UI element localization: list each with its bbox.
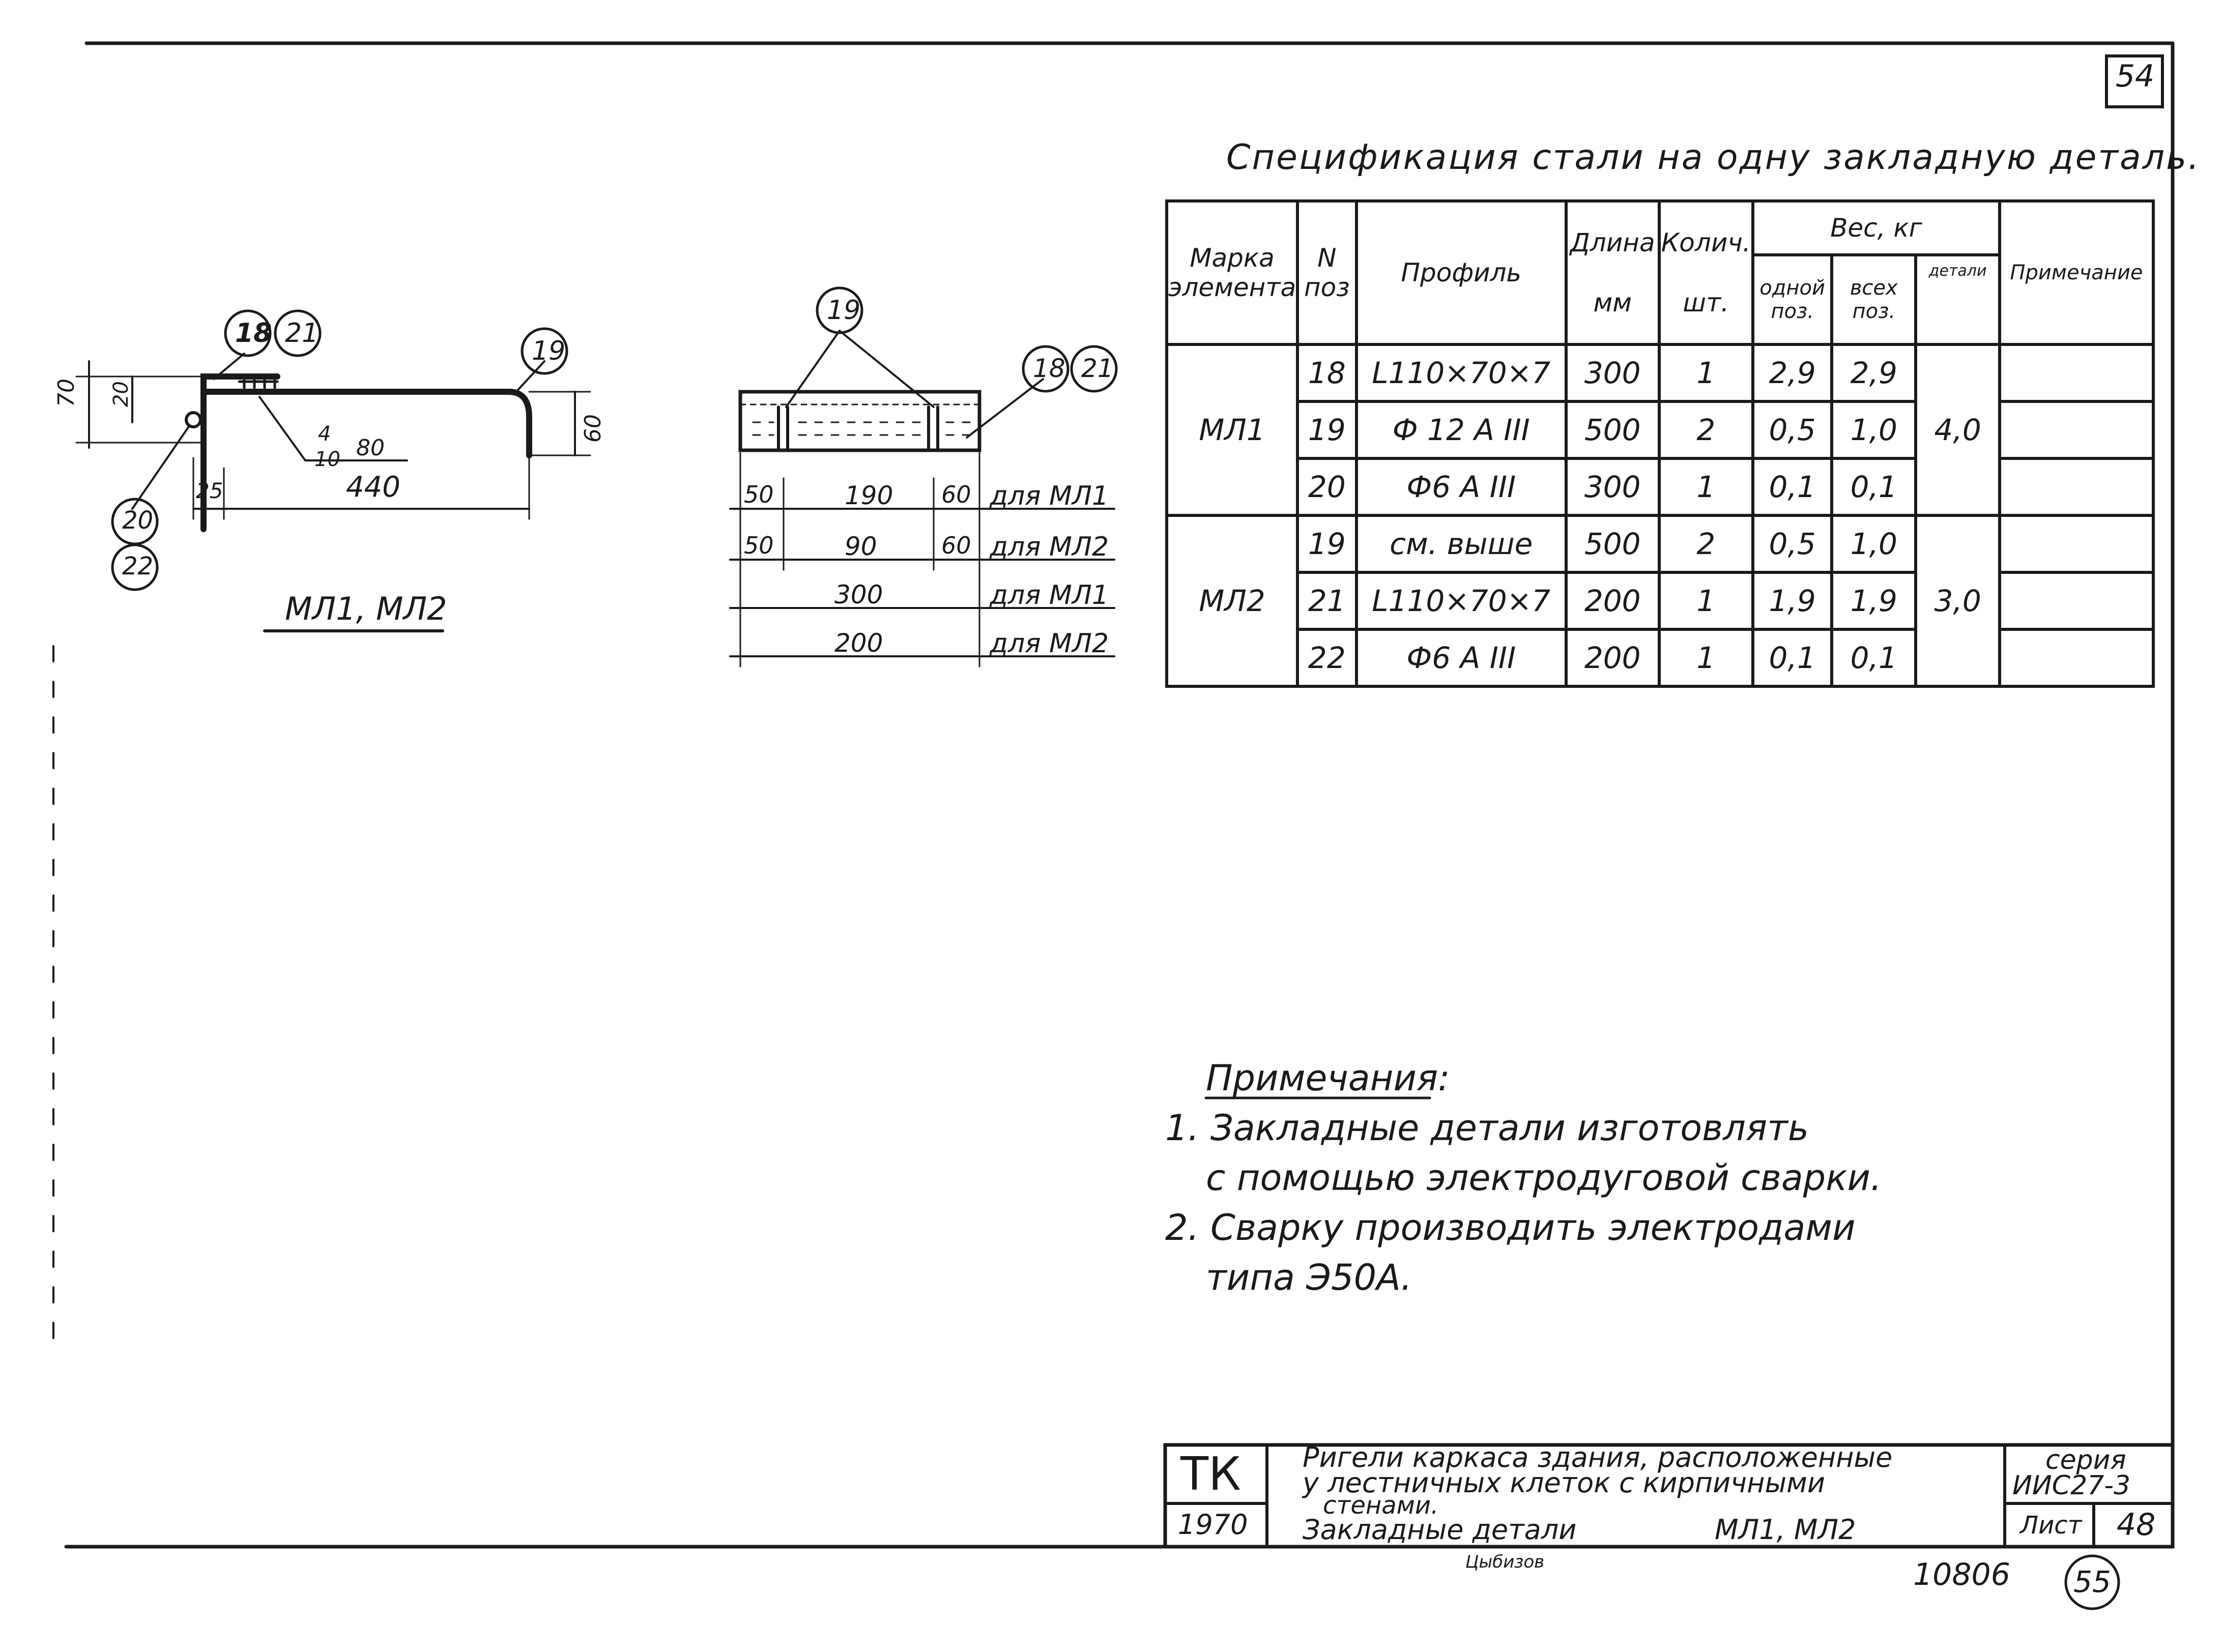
plan-dim-b4: 200 <box>834 628 883 658</box>
table-row <box>1167 401 2153 458</box>
tb-sheet-label: Лист <box>2020 1511 2082 1540</box>
leader-20-22 <box>132 427 188 509</box>
cell-note <box>2000 458 2153 515</box>
hdr-length-label: Длина <box>1570 228 1655 257</box>
cell-w-one: 0,1 <box>1753 458 1832 515</box>
tb-org: ТК <box>1180 1447 1241 1501</box>
plan-callout-19-label: 19 <box>827 295 861 326</box>
weld-denominator: 10 <box>314 448 340 471</box>
table-row <box>1167 629 2153 686</box>
weld-hatch <box>239 379 277 388</box>
cell-length: 500 <box>1566 401 1659 458</box>
spec-title: Спецификация стали на одну закладную деталь. <box>1226 137 2201 178</box>
dim-60-label: 60 <box>580 414 606 443</box>
cell-w-all: 1,9 <box>1832 572 1916 629</box>
hdr-notes: Примечание <box>2000 201 2153 344</box>
hdr-w-all: всех поз. <box>1832 255 1916 344</box>
tb-year: 1970 <box>1178 1509 1248 1541</box>
plan-callout-18-label: 18 <box>1033 354 1065 383</box>
plan-dim-label2: для МЛ2 <box>990 532 1109 562</box>
note-2-line-2: типа Э50А. <box>1206 1257 1412 1298</box>
plan-leader-19b <box>840 331 934 407</box>
note-1-line-1: 1. Закладные детали изготовлять <box>1165 1107 1809 1149</box>
table-row <box>1167 572 2153 629</box>
plan-dim-b3: 300 <box>834 580 883 610</box>
cell-qty: 1 <box>1659 458 1753 515</box>
cell-note <box>2000 572 2153 629</box>
cell-detail-weight: 3,0 <box>1916 515 2000 686</box>
table-row <box>1167 515 2153 572</box>
cell-mark: МЛ1 <box>1167 344 1297 515</box>
cell-note <box>2000 629 2153 686</box>
cell-w-all: 1,0 <box>1832 401 1916 458</box>
cell-profile: см. выше <box>1356 515 1566 572</box>
plan-leader-19a <box>786 331 840 407</box>
hdr-profile: Профиль <box>1356 201 1566 344</box>
cell-pos: 19 <box>1297 401 1356 458</box>
hdr-qty <box>1659 201 1753 344</box>
cell-w-one: 2,9 <box>1753 344 1832 401</box>
cell-w-all: 1,0 <box>1832 515 1916 572</box>
plan-dim-label3: для МЛ1 <box>990 580 1109 611</box>
cell-w-all: 0,1 <box>1832 629 1916 686</box>
hdr-length-unit: мм <box>1593 288 1632 317</box>
notes-block <box>1165 1053 1882 1302</box>
cell-length: 300 <box>1566 458 1659 515</box>
plan-dim-a1: 50 <box>744 481 774 508</box>
plan-dim-b1: 190 <box>845 481 893 510</box>
hdr-w-detail: детали <box>1916 255 2000 344</box>
tb-title-marks: МЛ1, МЛ2 <box>1715 1514 1856 1546</box>
hdr-qty-unit: шт. <box>1683 288 1729 317</box>
hdr-mark: Марка элемента <box>1167 201 1297 344</box>
sheet-number-bottom: 55 <box>2073 1564 2111 1599</box>
signature: Цыбизов <box>1465 1552 1545 1572</box>
cell-qty: 1 <box>1659 572 1753 629</box>
angle-profile <box>204 376 277 529</box>
cell-profile: L110×70×7 <box>1356 572 1566 629</box>
dim-25-label: 25 <box>196 478 223 503</box>
cell-profile: L110×70×7 <box>1356 344 1566 401</box>
cell-length: 200 <box>1566 629 1659 686</box>
cell-qty: 1 <box>1659 629 1753 686</box>
inventory-number: 10806 <box>1913 1557 2010 1592</box>
cell-pos: 19 <box>1297 515 1356 572</box>
callout-20-label: 20 <box>122 506 154 535</box>
sheet-number-top: 54 <box>2115 59 2155 94</box>
tb-title-line-1: Ригели каркаса здания, расположенные <box>1303 1441 1893 1473</box>
plan-rebars <box>778 407 938 450</box>
cell-profile: Ф6 А III <box>1356 629 1566 686</box>
note-1-line-2: с помощью электродуговой сварки. <box>1206 1157 1882 1199</box>
plan-dim-c2: 60 <box>941 532 971 559</box>
cell-w-all: 2,9 <box>1832 344 1916 401</box>
tb-title-line-3: стенами. <box>1323 1491 1439 1520</box>
table-row <box>1167 344 2153 401</box>
cell-w-one: 1,9 <box>1753 572 1832 629</box>
cell-length: 200 <box>1566 572 1659 629</box>
hdr-qty-label: Колич. <box>1661 228 1751 257</box>
left-drawing-caption: МЛ1, МЛ2 <box>285 590 447 627</box>
cell-detail-weight: 4,0 <box>1916 344 2000 515</box>
callout-19-label: 19 <box>532 336 566 366</box>
cell-pos: 21 <box>1297 572 1356 629</box>
hdr-length <box>1566 201 1659 344</box>
plan-dim-c1: 60 <box>941 481 971 508</box>
weld-leader <box>259 397 305 460</box>
hdr-w-one: одной поз. <box>1753 255 1832 344</box>
cell-profile: Ф 12 А III <box>1356 401 1566 458</box>
dim-440-label: 440 <box>346 471 400 504</box>
cell-length: 500 <box>1566 515 1659 572</box>
cell-pos: 20 <box>1297 458 1356 515</box>
callout-21-label: 21 <box>285 318 319 349</box>
callout-22-label: 22 <box>122 552 154 581</box>
cell-mark: МЛ2 <box>1167 515 1297 686</box>
callout-18-label: 18 <box>235 318 272 349</box>
cell-w-one: 0,5 <box>1753 515 1832 572</box>
cell-qty: 2 <box>1659 515 1753 572</box>
cell-pos: 18 <box>1297 344 1356 401</box>
dim-70-label: 70 <box>53 379 79 407</box>
notes-title: Примечания: <box>1206 1057 1450 1099</box>
cell-note <box>2000 515 2153 572</box>
cell-qty: 2 <box>1659 401 1753 458</box>
weld-numerator: 4 <box>318 422 331 446</box>
cell-note <box>2000 401 2153 458</box>
dim-20-label: 20 <box>109 381 133 407</box>
tb-series-value: ИИС27-3 <box>2012 1470 2131 1501</box>
table-row <box>1167 458 2153 515</box>
hdr-pos: N поз <box>1297 201 1356 344</box>
cell-note <box>2000 344 2153 401</box>
plan-dim-a2: 50 <box>744 532 774 559</box>
tb-title-line-2: у лестничных клеток с кирпичными <box>1303 1467 1825 1499</box>
cell-w-one: 0,5 <box>1753 401 1832 458</box>
cell-qty: 1 <box>1659 344 1753 401</box>
tb-title-line-4: Закладные детали <box>1303 1514 1577 1546</box>
spec-table <box>1165 199 2155 688</box>
note-2-line-1: 2. Сварку производить электродами <box>1165 1207 1856 1249</box>
hdr-weight: Вес, кг <box>1753 201 2000 255</box>
plan-dim-b2: 90 <box>845 532 877 561</box>
cell-w-all: 0,1 <box>1832 458 1916 515</box>
anchor-20-22 <box>186 413 200 427</box>
tb-sheet-value: 48 <box>2117 1507 2156 1543</box>
plate-outline <box>740 392 979 450</box>
cell-w-one: 0,1 <box>1753 629 1832 686</box>
weld-length: 80 <box>356 435 385 461</box>
plan-dim-label1: для МЛ1 <box>990 481 1109 511</box>
tb-series-label: серия <box>2045 1445 2126 1475</box>
plan-dim-label4: для МЛ2 <box>990 628 1109 659</box>
cell-length: 300 <box>1566 344 1659 401</box>
plan-callout-21-label: 21 <box>1081 354 1114 383</box>
cell-pos: 22 <box>1297 629 1356 686</box>
cell-profile: Ф6 А III <box>1356 458 1566 515</box>
